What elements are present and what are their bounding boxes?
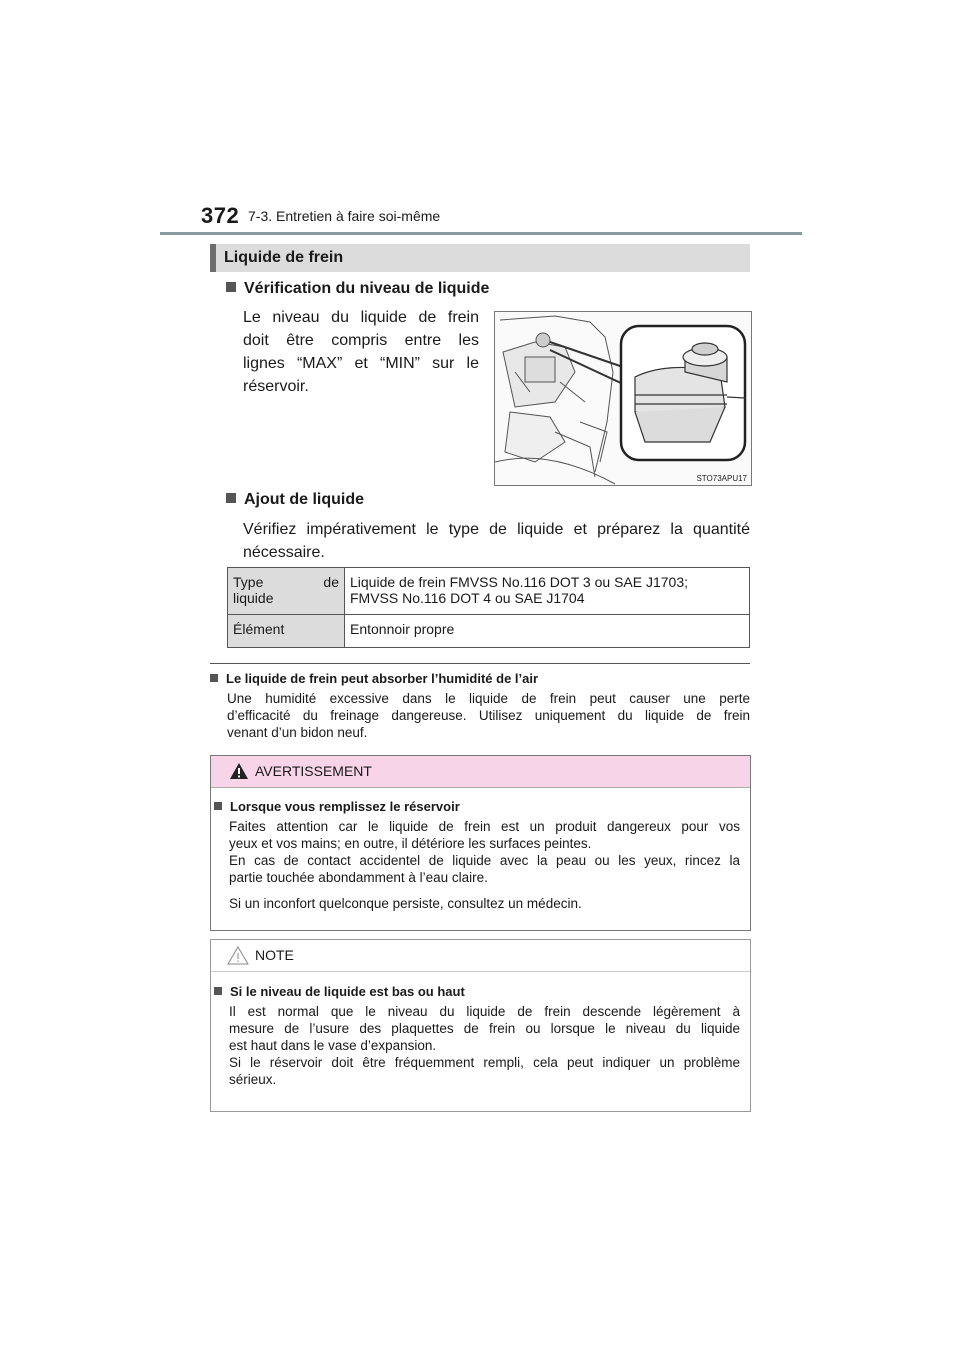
- adding-text: [243, 518, 750, 564]
- warning-triangle-icon: [229, 762, 249, 780]
- note-line: Il est normal que le niveau du liquide de frein descende légèrement à: [229, 1004, 740, 1019]
- square-bullet-icon: [210, 674, 218, 682]
- checking-heading: [226, 280, 489, 298]
- warning-text: [229, 818, 740, 912]
- table-value-line: Liquide de frein FMVSS No.116 DOT 3 ou SAE J1703;: [350, 574, 689, 590]
- fluid-spec-table: [227, 567, 750, 648]
- table-key-line: Type de: [233, 574, 339, 590]
- table-key-cell: [228, 568, 345, 615]
- warning-line: Si un inconfort quelconque persiste, consultez un médecin.: [229, 896, 582, 911]
- warning-header: [211, 756, 750, 788]
- section-bar-accent: [210, 244, 216, 272]
- info-line: venant d’un bidon neuf.: [227, 725, 368, 740]
- square-bullet-icon: [226, 282, 236, 292]
- engine-bay-illustration: [495, 312, 751, 485]
- warning-line: En cas de contact accidentel de liquide avec la peau ou les yeux, rincez la: [229, 853, 740, 868]
- section-title-bar: [210, 244, 750, 272]
- info-heading-text: Le liquide de frein peut absorber l’humidité de l’air: [226, 671, 539, 686]
- section-breadcrumb: 7-3. Entretien à faire soi-même: [248, 208, 441, 224]
- note-box: [210, 939, 751, 1112]
- checking-line: doit être compris entre les: [243, 332, 479, 349]
- checking-heading-text: Vérification du niveau de liquide: [244, 280, 490, 297]
- note-text: [229, 1003, 740, 1088]
- table-value-line: Entonnoir propre: [350, 621, 455, 637]
- square-bullet-icon: [214, 987, 222, 995]
- note-heading: [214, 984, 465, 999]
- brake-reservoir-figure: [494, 311, 752, 486]
- warning-heading-text: Lorsque vous remplissez le réservoir: [230, 799, 460, 814]
- adding-line: nécessaire.: [243, 544, 325, 561]
- warning-title: AVERTISSEMENT: [255, 763, 372, 779]
- checking-line: réservoir.: [243, 378, 309, 395]
- note-heading-text: Si le niveau de liquide est bas ou haut: [230, 984, 465, 999]
- warning-line: yeux et vos mains; en outre, il détériore les surfaces peintes.: [229, 836, 592, 851]
- figure-code: STO73APU17: [696, 474, 747, 483]
- table-value-cell: [345, 615, 750, 648]
- section-title: Liquide de frein: [224, 249, 344, 266]
- table-value-line: FMVSS No.116 DOT 4 ou SAE J1704: [350, 590, 585, 606]
- warning-heading: [214, 799, 460, 814]
- note-line: est haut dans le vase d’expansion.: [229, 1038, 437, 1053]
- header-rule: [160, 232, 802, 235]
- note-line: Si le réservoir doit être fréquemment rempli, cela peut indiquer un problème: [229, 1055, 740, 1070]
- table-row: [228, 615, 750, 648]
- checking-line: Le niveau du liquide de frein: [243, 309, 479, 326]
- checking-text: [243, 306, 479, 398]
- square-bullet-icon: [226, 493, 236, 503]
- adding-heading-text: Ajout de liquide: [244, 491, 364, 508]
- section-divider: [210, 663, 750, 664]
- info-text: [227, 690, 750, 741]
- info-line: d’efficacité du freinage dangereuse. Utilisez uniquement du liquide de frein: [227, 708, 750, 723]
- square-bullet-icon: [214, 802, 222, 810]
- table-value-cell: [345, 568, 750, 615]
- table-key-cell: [228, 615, 345, 648]
- checking-line: lignes “MAX” et “MIN” sur le: [243, 355, 479, 372]
- note-title: NOTE: [255, 947, 294, 963]
- caution-triangle-icon: [227, 946, 249, 965]
- adding-heading: [226, 491, 364, 509]
- info-heading: [210, 671, 538, 686]
- note-line: sérieux.: [229, 1072, 277, 1087]
- table-key-line: Élément: [233, 621, 285, 637]
- warning-line: partie touchée abondamment à l’eau claire.: [229, 870, 488, 885]
- page-number: 372: [201, 203, 240, 228]
- warning-box: [210, 755, 751, 931]
- note-header: [211, 940, 750, 972]
- note-line: mesure de l’usure des plaquettes de frein ou lorsque le niveau du liquide: [229, 1021, 740, 1036]
- table-row: [228, 568, 750, 615]
- adding-line: Vérifiez impérativement le type de liquide et préparez la quantité: [243, 521, 750, 538]
- table-key-line: liquide: [233, 590, 274, 606]
- info-line: Une humidité excessive dans le liquide de frein peut causer une perte: [227, 691, 750, 706]
- warning-line: Faites attention car le liquide de frein est un produit dangereux pour vos: [229, 819, 740, 834]
